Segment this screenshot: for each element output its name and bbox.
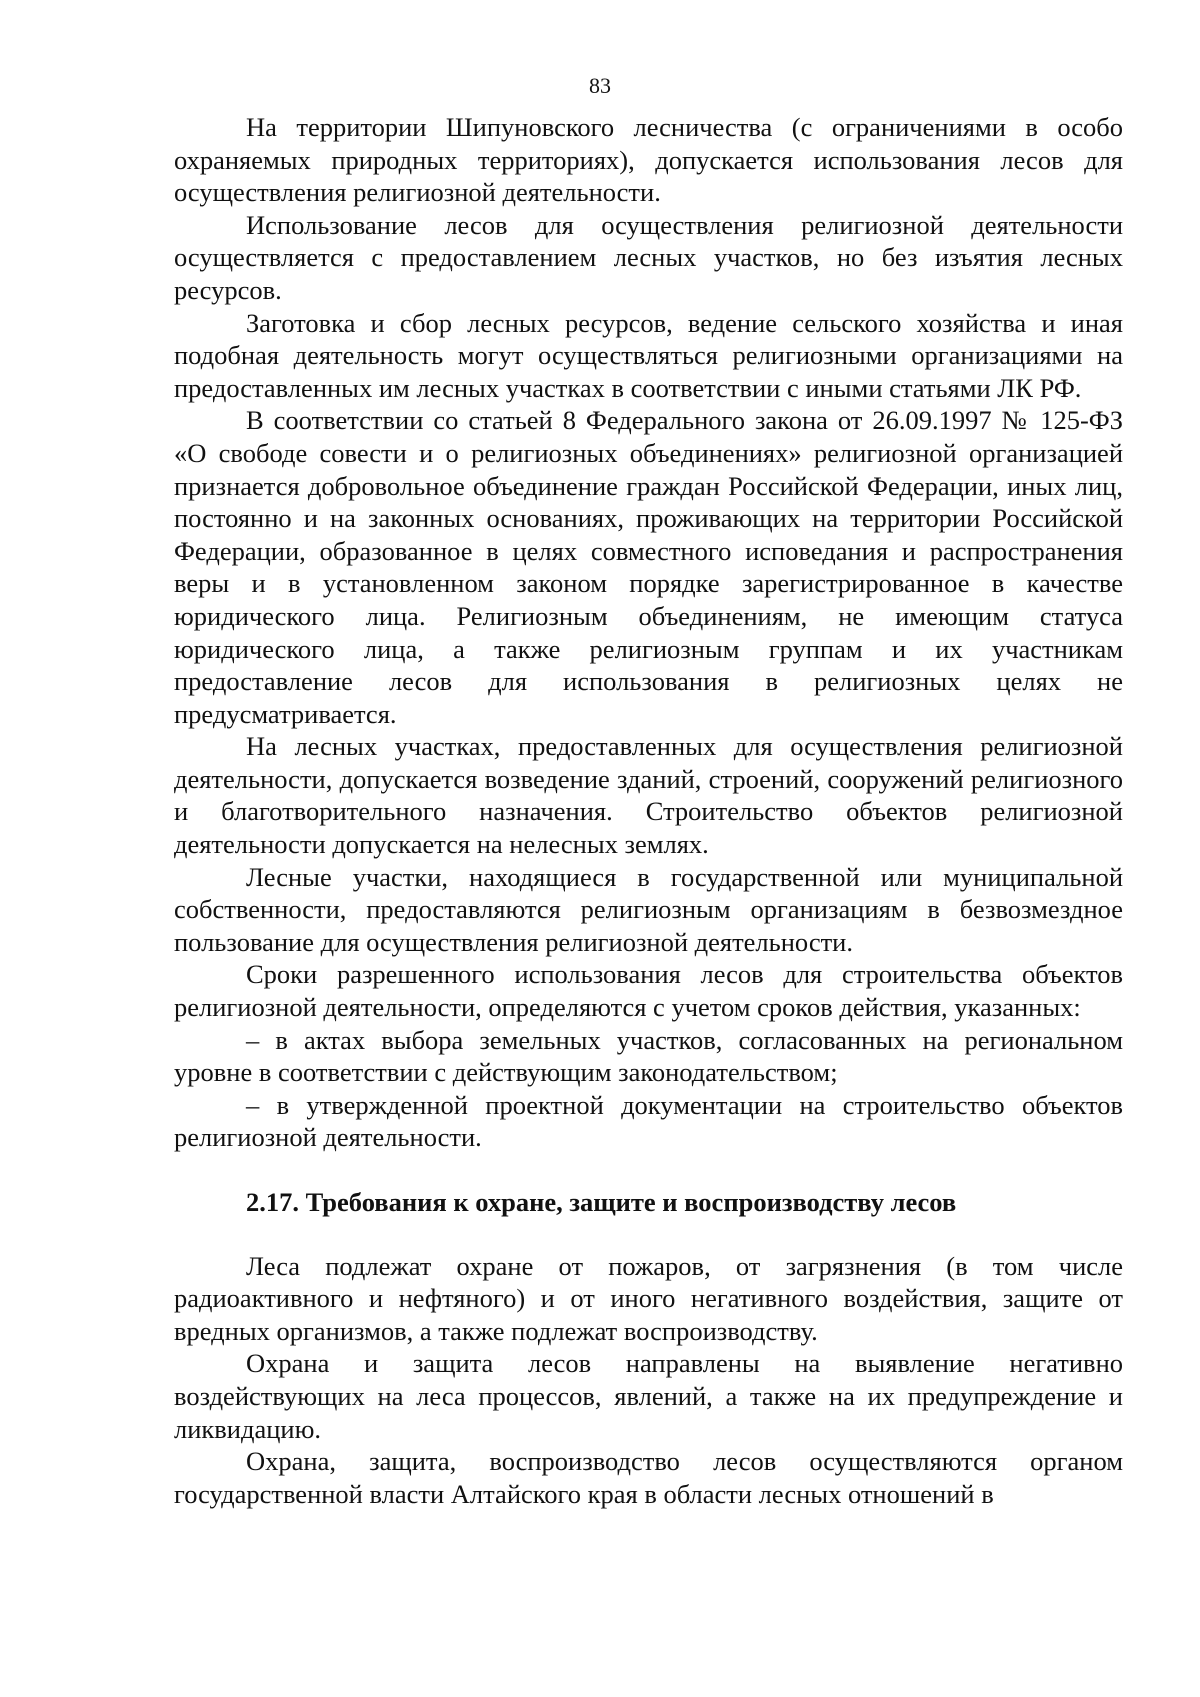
paragraph: Леса подлежат охране от пожаров, от загрязнения (в том числе радиоактивного и нефтяного) и от иного негативного воздействия, защите от вредных организмов, а также подлежат воспроизводству. xyxy=(174,1250,1123,1346)
document-body xyxy=(174,111,1123,1510)
paragraph: На территории Шипуновского лесничества (с ограничениями в особо охраняемых природных территориях), допускается использования лесов для осуществления религиозной деятельности. xyxy=(174,112,1123,208)
page-number: 83 xyxy=(589,73,611,98)
paragraph: Охрана, защита, воспроизводство лесов осуществляются органом государственной власти Алтайского края в области лесных отношений в xyxy=(174,1446,1123,1509)
paragraph: Заготовка и сбор лесных ресурсов, ведение сельского хозяйства и иная подобная деятельность могут осуществляться религиозными организациями на предоставленных им лесных участках в соответствии с иными статьями ЛК РФ. xyxy=(174,307,1123,403)
paragraph: Сроки разрешенного использования лесов для строительства объектов религиозной деятельности, определяются с учетом сроков действия, указанных: xyxy=(174,959,1123,1023)
paragraph: Использование лесов для осуществления религиозной деятельности осуществляется с предоставлением лесных участков, но без изъятия лесных ресурсов. xyxy=(174,209,1123,305)
list-item: – в актах выбора земельных участков, согласованных на региональном уровне в соответствии с действующим законодательством; xyxy=(174,1024,1123,1088)
paragraph: Охрана и защита лесов направлены на выявление негативно воздействующих на леса процессов, явлений, а также на их предупреждение и ликвидацию. xyxy=(174,1348,1123,1444)
section-heading: 2.17. Требования к охране, защите и воспроизводству лесов xyxy=(246,1187,957,1217)
paragraph: На лесных участках, предоставленных для осуществления религиозной деятельности, допускается возведение зданий, строений, сооружений религиозного и благотворительного назначения. Строительство объектов религиозной деятельности допускается на нелесных землях. xyxy=(174,731,1123,860)
list-item: – в утвержденной проектной документации на строительство объектов религиозной деятельности. xyxy=(174,1089,1123,1153)
paragraph: Лесные участки, находящиеся в государственной или муниципальной собственности, предоставляются религиозным организациям в безвозмездное пользование для осуществления религиозной деятельности. xyxy=(174,861,1123,957)
paragraph: В соответствии со статьей 8 Федерального закона от 26.09.1997 № 125-ФЗ «О свободе совести и о религиозных объединениях» религиозной организацией признается добровольное объединение граждан Российской Федерации, иных лиц, постоянно и на законных основаниях, проживающих на территории Российской Федерации, образованное в целях совместного исповедания и распространения веры и в установленном законом порядке зарегистрированное в качестве юридического лица. Религиозным объединениям, не имеющим статуса юридического лица, а также религиозным группам и их участникам предоставление лесов для использования в религиозных целях не предусматривается. xyxy=(174,405,1123,729)
